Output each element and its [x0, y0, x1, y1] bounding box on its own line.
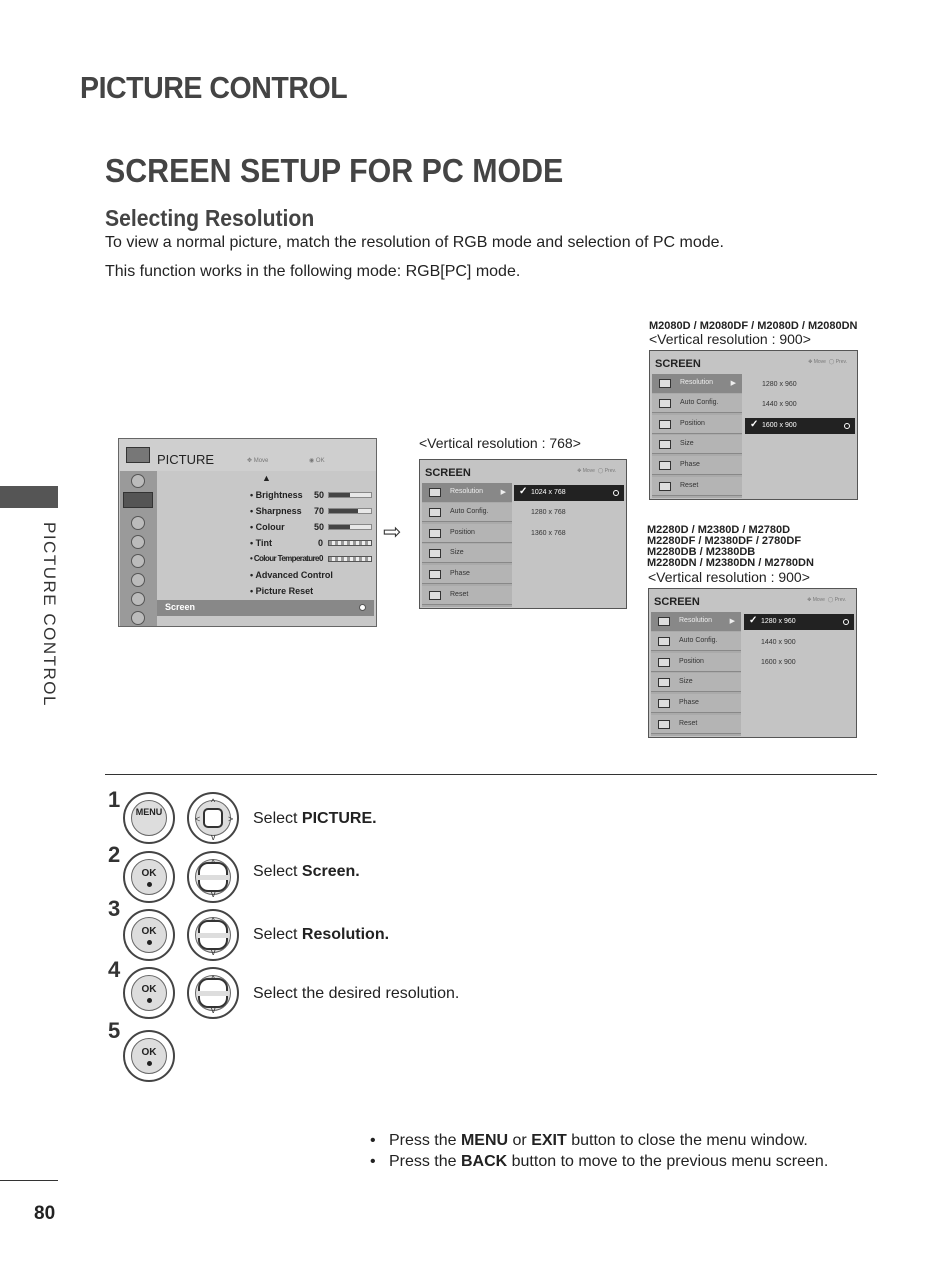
- resolution-icon: [658, 617, 670, 626]
- tint-value: 0: [318, 538, 324, 548]
- reset-icon: [429, 591, 441, 600]
- check-icon: ✓: [749, 615, 758, 626]
- screen-menu-title: SCREEN: [655, 358, 701, 370]
- menu-item-colour-temperature: • Colour Temperature: [250, 554, 319, 563]
- menu-item-picture-reset: • Picture Reset: [250, 586, 314, 596]
- side-tab-marker: [0, 486, 58, 508]
- row-position: Position: [652, 415, 742, 434]
- row-resolution: Resolution ▶: [651, 612, 741, 631]
- size-icon: [429, 549, 441, 558]
- row-resolution: Resolution ▶: [422, 483, 512, 502]
- screen-menu-title: SCREEN: [654, 596, 700, 608]
- row-size: Size: [651, 673, 741, 692]
- sharpness-bar: [328, 508, 372, 514]
- step-number: 5: [108, 1018, 121, 1043]
- right-triangle-icon: ▶: [730, 380, 736, 387]
- note-back: • Press the BACK button to move to the previous menu screen.: [370, 1153, 829, 1170]
- picture-menu-title: PICTURE: [157, 452, 215, 467]
- picture-tab-icon: [131, 474, 145, 488]
- menu-item-colour: • Colour: [250, 522, 285, 532]
- screen-menu-items: [422, 483, 512, 607]
- up-down-button-icon: ^ v: [187, 909, 239, 961]
- colour-temperature-value: 0: [319, 554, 324, 563]
- right-triangle-icon: ▶: [729, 618, 735, 625]
- audio-tab-icon: [131, 516, 145, 530]
- model-list-b: M2280D / M2380D / M2780D M2280DF / M2380DF / 2780DF M2280DB / M2380DB M2280DN / M2380DN / M2780DN: [647, 524, 814, 569]
- brightness-bar: [328, 492, 372, 498]
- side-label: PICTURE CONTROL: [40, 522, 59, 707]
- row-reset: Reset: [651, 715, 741, 734]
- phase-icon: [658, 699, 670, 708]
- step-2-text: Select Screen.: [253, 863, 360, 880]
- subtitle: Selecting Resolution: [105, 205, 315, 231]
- row-size: Size: [422, 544, 512, 563]
- caption-768: <Vertical resolution : 768>: [419, 435, 581, 451]
- position-icon: [429, 529, 441, 538]
- note-close-menu: • Press the MENU or EXIT button to close the menu window.: [370, 1132, 808, 1149]
- ok-button-icon: OK: [123, 967, 175, 1019]
- screen-menu-hints: ✥ Move ◯ Prev.: [577, 468, 616, 474]
- menu-item-tint: • Tint: [250, 538, 272, 548]
- picture-tab-icon-selected: [123, 492, 153, 508]
- option-tab-icon: [131, 554, 145, 568]
- screen-menu-items: [652, 374, 742, 498]
- screen-menu-768: [419, 459, 627, 609]
- input-tab-icon: [131, 592, 145, 606]
- option-selected: ✓ 1280 x 960: [744, 614, 854, 630]
- caption-900-b: <Vertical resolution : 900>: [648, 569, 810, 585]
- section-title: PICTURE CONTROL: [80, 70, 348, 105]
- auto-config-icon: [659, 399, 671, 408]
- page-number: 80: [34, 1203, 56, 1224]
- next-arrow-icon: ⇨: [383, 519, 402, 544]
- colour-bar: [328, 524, 372, 530]
- time-tab-icon: [131, 535, 145, 549]
- row-position: Position: [651, 653, 741, 672]
- row-phase: Phase: [652, 456, 742, 475]
- step-number: 4: [108, 957, 121, 982]
- colour-value: 50: [314, 522, 325, 532]
- screen-menu-items: [651, 612, 741, 736]
- picture-menu-screenshot: [118, 438, 377, 627]
- page-number-rule: [0, 1180, 58, 1181]
- ok-dot-icon: [359, 604, 366, 611]
- step-number: 3: [108, 896, 121, 921]
- intro-paragraph: To view a normal picture, match the resolution of RGB mode and selection of PC mode.: [105, 234, 724, 251]
- sharpness-value: 70: [314, 506, 325, 516]
- media-tab-icon: [131, 611, 145, 625]
- step-4-text: Select the desired resolution.: [253, 985, 460, 1002]
- resolution-icon: [429, 488, 441, 497]
- tint-scale: [328, 540, 372, 546]
- step-number: 2: [108, 842, 121, 867]
- row-resolution: Resolution ▶: [652, 374, 742, 393]
- row-size: Size: [652, 435, 742, 454]
- model-list-a: M2080D / M2080DF / M2080D / M2080DN: [649, 320, 858, 332]
- row-reset: Reset: [652, 477, 742, 496]
- caption-900-a: <Vertical resolution : 900>: [649, 331, 811, 347]
- up-down-button-icon: ^ v: [187, 851, 239, 903]
- menu-item-sharpness: • Sharpness: [250, 506, 302, 516]
- mode-paragraph: This function works in the following mode: RGB[PC] mode.: [105, 263, 521, 280]
- page-title: SCREEN SETUP FOR PC MODE: [105, 152, 564, 189]
- scroll-up-icon: ▲: [262, 473, 271, 483]
- tv-icon: [126, 447, 150, 463]
- screen-footer-label: Screen: [165, 602, 196, 612]
- ok-dot-icon: [843, 619, 849, 625]
- brightness-value: 50: [314, 490, 325, 500]
- row-position: Position: [422, 524, 512, 543]
- move-hint: ✥ Move: [247, 458, 269, 464]
- row-reset: Reset: [422, 586, 512, 605]
- menu-item-advanced-control: • Advanced Control: [250, 570, 333, 580]
- step-3-text: Select Resolution.: [253, 926, 390, 943]
- row-auto-config: Auto Config.: [422, 503, 512, 522]
- option-item: 1600 x 900: [761, 659, 796, 666]
- ok-dot-icon: [613, 490, 619, 496]
- phase-icon: [429, 570, 441, 579]
- screen-menu-hints: ✥ Move ◯ Prev.: [807, 597, 846, 603]
- screen-menu-hints: ✥ Move ◯ Prev.: [808, 359, 847, 365]
- size-icon: [658, 678, 670, 687]
- check-icon: ✓: [519, 486, 528, 497]
- option-selected: ✓ 1600 x 900: [745, 418, 855, 434]
- row-phase: Phase: [651, 694, 741, 713]
- menu-button-icon: MENU: [123, 792, 175, 844]
- step-1-text: Select PICTURE.: [253, 810, 377, 827]
- colour-temperature-scale: [328, 556, 372, 562]
- screen-menu-900-a: [649, 350, 858, 500]
- ok-button-icon: OK: [123, 909, 175, 961]
- reset-icon: [658, 720, 670, 729]
- row-phase: Phase: [422, 565, 512, 584]
- up-down-button-icon: ^ v: [187, 967, 239, 1019]
- option-item: 1440 x 900: [761, 639, 796, 646]
- size-icon: [659, 440, 671, 449]
- lock-tab-icon: [131, 573, 145, 587]
- screen-menu-title: SCREEN: [425, 467, 471, 479]
- ok-dot-icon: [844, 423, 850, 429]
- position-icon: [659, 420, 671, 429]
- ok-hint: ◉ OK: [309, 458, 325, 464]
- ok-button-icon: OK: [123, 851, 175, 903]
- section-divider: [105, 774, 877, 775]
- step-number: 1: [108, 787, 121, 812]
- resolution-icon: [659, 379, 671, 388]
- option-item: 1360 x 768: [531, 530, 566, 537]
- check-icon: ✓: [750, 419, 759, 430]
- nav-pad-icon: ^ v < >: [187, 792, 239, 844]
- ok-button-icon: OK: [123, 1030, 175, 1082]
- picture-menu-header: [119, 439, 376, 471]
- auto-config-icon: [429, 508, 441, 517]
- auto-config-icon: [658, 637, 670, 646]
- position-icon: [658, 658, 670, 667]
- row-auto-config: Auto Config.: [651, 632, 741, 651]
- right-triangle-icon: ▶: [500, 489, 506, 496]
- row-auto-config: Auto Config.: [652, 394, 742, 413]
- option-item: 1280 x 960: [762, 381, 797, 388]
- reset-icon: [659, 482, 671, 491]
- screen-menu-900-b: [648, 588, 857, 738]
- screen-footer-row: [157, 600, 374, 616]
- phase-icon: [659, 461, 671, 470]
- picture-menu-icon-column: [120, 471, 157, 626]
- option-item: 1440 x 900: [762, 401, 797, 408]
- option-item: 1280 x 768: [531, 509, 566, 516]
- option-selected: ✓ 1024 x 768: [514, 485, 624, 501]
- menu-item-brightness: • Brightness: [250, 490, 303, 500]
